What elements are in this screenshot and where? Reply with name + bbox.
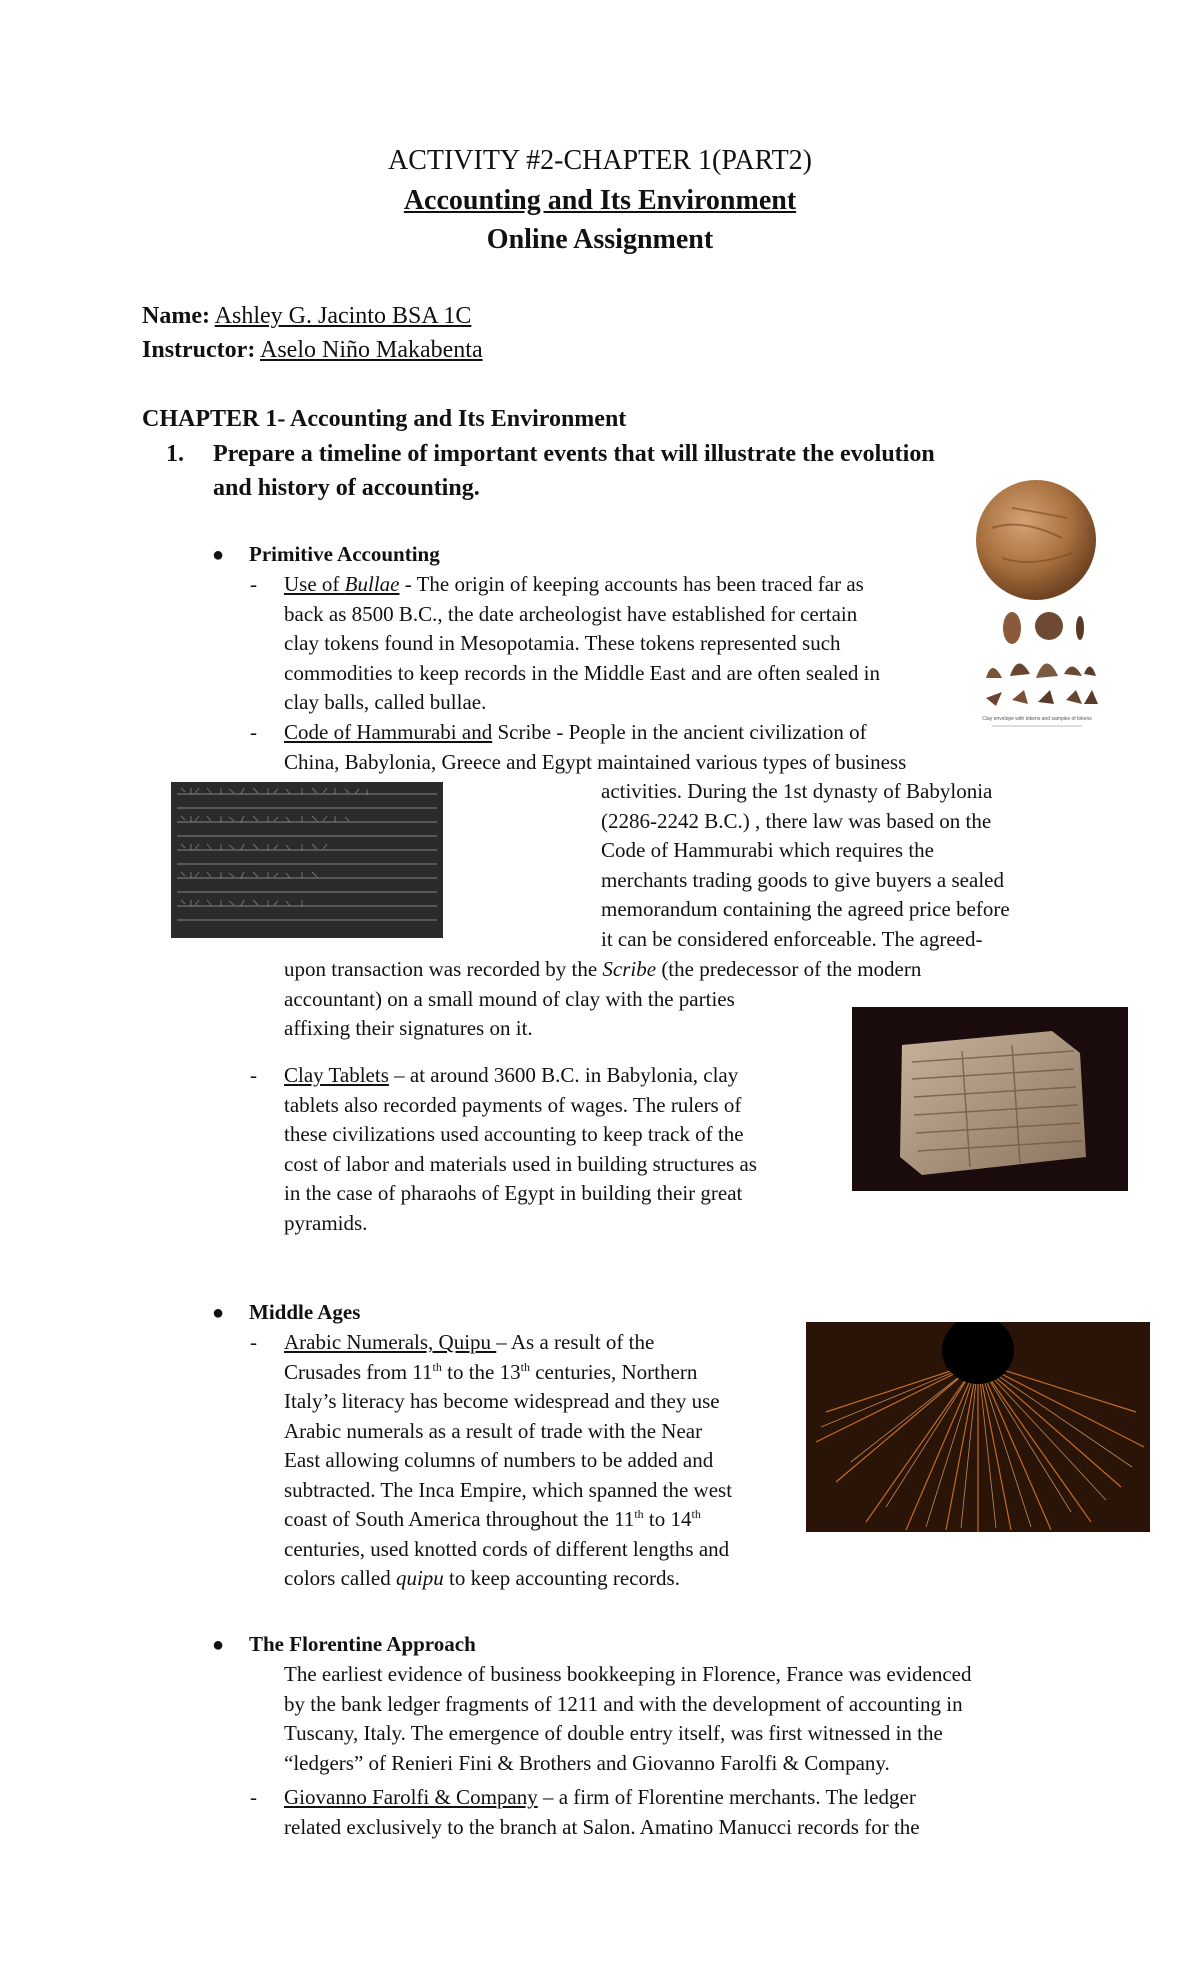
bullet-dot: ● <box>212 1302 225 1324</box>
bullae-image <box>972 478 1102 733</box>
bullet-dot: ● <box>212 544 225 566</box>
dash-marker: - <box>250 572 257 596</box>
hammurabi-stone-image <box>171 782 443 938</box>
question-number: 1. <box>166 441 184 467</box>
doc-title: ACTIVITY #2-CHAPTER 1(PART2) <box>387 145 813 176</box>
hammurabi-title: Code of Hammurabi and <box>284 720 493 744</box>
bullae-paragraph: Use of Bullae - The origin of keeping accounts has been traced far as back as 8500 B.C., the date archeologist have established for certain clay tokens found in Mesopotamia. These tokens represented such commodities to keep records in the Middle East and are often sealed in clay balls, called bullae. <box>284 572 880 714</box>
dash-marker: - <box>250 1330 257 1354</box>
hammurabi-lines-top: Code of Hammurabi and Scribe - People in the ancient civilization of China, Babylonia, Greece and Egypt maintained various types of business <box>284 720 907 774</box>
chapter-title: CHAPTER 1- Accounting and Its Environment <box>142 406 627 432</box>
name-value: Ashley G. Jacinto BSA 1C <box>214 303 472 329</box>
hammurabi-lines-right: activities. During the 1st dynasty of Babylonia (2286-2242 B.C.) , there law was based on the Code of Hammurabi which requires the merchants trading goods to give buyers a sealed memorandum containing the agreed price before it can be considered enforceable. The agreed- <box>601 779 1010 951</box>
question-line-1: Prepare a timeline of important events that will illustrate the evolution <box>213 441 935 467</box>
middle-ages-paragraph: Arabic Numerals, Quipu – As a result of the Crusades from 11th to the 13th centuries, Northern Italy’s literacy has become widespread and they use Arabic numerals as a result of trade with the Near East allowing columns of numbers to be added and subtracted. The Inca Empire, which spanned the west coast of South America throughout the 11th to 14th centuries, used knotted cords of different lengths and colors called quipu to keep accounting records. <box>284 1330 733 1590</box>
name-label: Name: <box>142 303 210 329</box>
instructor-label: Instructor: <box>142 337 256 363</box>
quipu-image <box>806 1322 1150 1532</box>
dash-marker: - <box>250 720 257 744</box>
doc-assignment-type: Online Assignment <box>486 224 714 255</box>
dash-marker: - <box>250 1063 257 1087</box>
farolfi-paragraph: Giovanno Farolfi & Company – a firm of Florentine merchants. The ledger related exclusively to the branch at Salon. Amatino Manucci records for the <box>284 1785 920 1839</box>
farolfi-title: Giovanno Farolfi & Company <box>284 1785 538 1809</box>
instructor-value: Aselo Niño Makabenta <box>260 337 483 363</box>
clay-tablets-paragraph: Clay Tablets – at around 3600 B.C. in Babylonia, clay tablets also recorded payments of wages. The rulers of these civilizations used accounting to keep track of the cost of labor and materials used in building structures as in the case of pharaohs of Egypt in building their great pyramids. <box>284 1063 757 1235</box>
section-heading-florentine: The Florentine Approach <box>249 1632 476 1656</box>
clay-tablets-title: Clay Tablets <box>284 1063 389 1087</box>
section-heading-primitive: Primitive Accounting <box>249 542 440 566</box>
bullet-dot: ● <box>212 1634 225 1656</box>
arabic-quipu-title: Arabic Numerals, Quipu <box>284 1330 497 1354</box>
hammurabi-lines-bottom: upon transaction was recorded by the Scribe (the predecessor of the modern accountant) on a small mound of clay with the parties affixing their signatures on it. <box>284 957 922 1040</box>
section-heading-middle-ages: Middle Ages <box>249 1300 361 1324</box>
clay-tablet-image <box>852 1007 1128 1191</box>
dash-marker: - <box>250 1785 257 1809</box>
doc-subtitle: Accounting and Its Environment <box>403 185 797 216</box>
instructor-line <box>142 334 483 366</box>
bullae-title: Use of Bullae <box>284 572 400 596</box>
bullae-caption: Clay envelope with tokens and samples of tokens <box>982 716 1092 722</box>
question-line-2: and history of accounting. <box>213 475 480 501</box>
florentine-paragraph: The earliest evidence of business bookkeeping in Florence, France was evidenced by the bank ledger fragments of 1211 and with the development of accounting in Tuscany, Italy. The emergence of double entry itself, was first witnessed in the “ledgers” of Renieri Fini & Brothers and Giovanno Farolfi & Company. <box>284 1662 972 1775</box>
name-line <box>142 300 471 332</box>
